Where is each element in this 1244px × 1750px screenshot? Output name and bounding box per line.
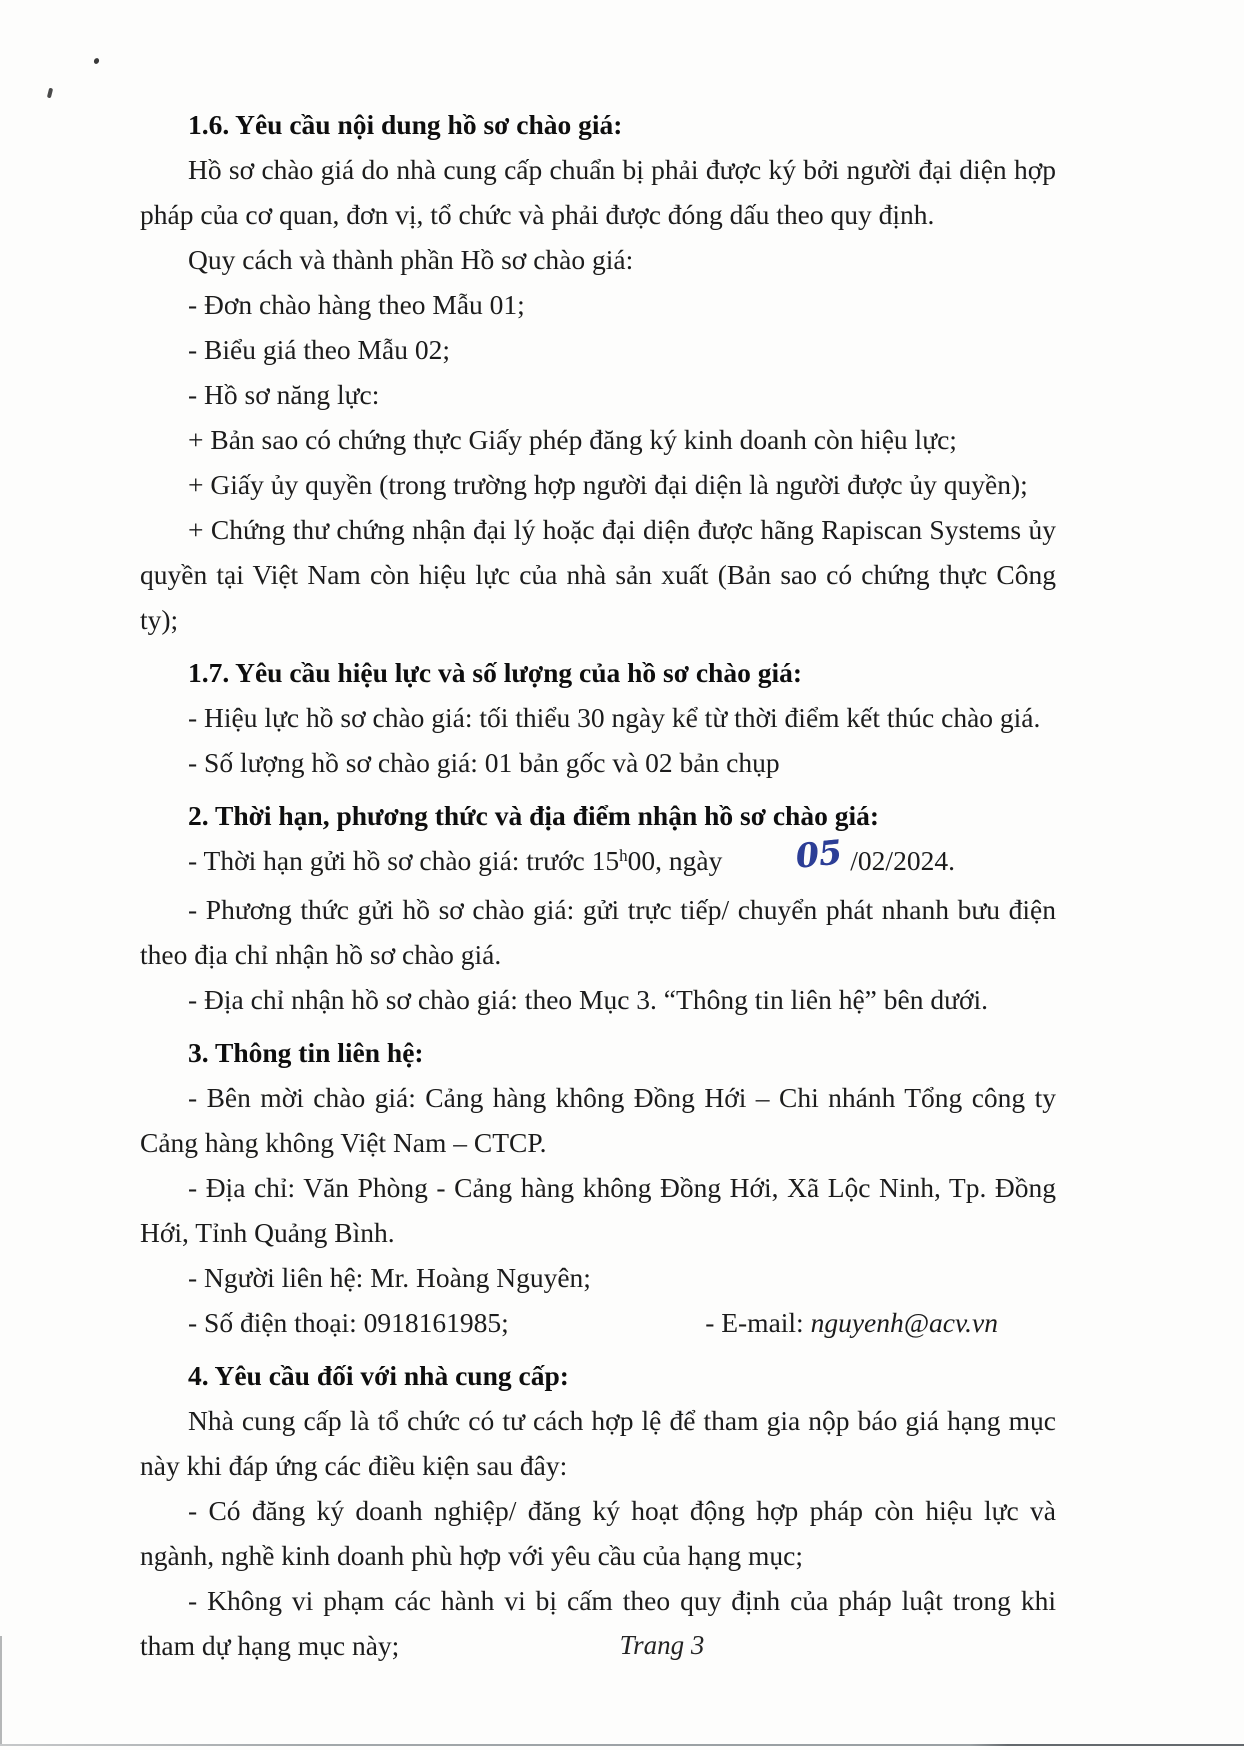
heading-1-7: 1.7. Yêu cầu hiệu lực và số lượng của hồ sơ chào giá: [188, 657, 803, 688]
ink-speck [47, 88, 53, 99]
heading-2: 2. Thời hạn, phương thức và địa điểm nhận hồ sơ chào giá: [188, 800, 880, 831]
deadline-prefix: - Thời hạn gửi hồ sơ chào giá: trước 15 [188, 845, 620, 876]
para-chung-thu-rapiscan: + Chứng thư chứng nhận đại lý hoặc đại diện được hãng Rapiscan Systems ủy quyền tại Việt Nam còn hiệu lực của nhà sản xuất (Bản sao có chứng thực Công ty); [140, 514, 1056, 635]
item-dia-chi-nhan: - Địa chỉ nhận hồ sơ chào giá: theo Mục 3. “Thông tin liên hệ” bên dưới. [188, 984, 989, 1015]
item-so-luong: - Số lượng hồ sơ chào giá: 01 bản gốc và 02 bản chụp [188, 747, 780, 778]
item-giay-uy-quyen: + Giấy ủy quyền (trong trường hợp người đại diện là người được ủy quyền); [188, 469, 1028, 500]
line-quy-cach: Quy cách và thành phần Hồ sơ chào giá: [188, 244, 634, 275]
item-ho-so-nang-luc: - Hồ sơ năng lực: [188, 379, 380, 410]
contact-row [140, 1300, 1056, 1345]
scan-edge-left [0, 1636, 2, 1746]
heading-4: 4. Yêu cầu đối với nhà cung cấp: [188, 1360, 569, 1391]
para-ben-moi-chao-gia: - Bên mời chào giá: Cảng hàng không Đồng Hới – Chi nhánh Tổng công ty Cảng hàng không Việt Nam – CTCP. [140, 1082, 1056, 1158]
para-nha-cung-cap: Nhà cung cấp là tổ chức có tư cách hợp lệ để tham gia nộp báo giá hạng mục này khi đáp ứng các điều kiện sau đây: [140, 1405, 1056, 1481]
item-bieu-gia: - Biểu giá theo Mẫu 02; [188, 334, 450, 365]
heading-3: 3. Thông tin liên hệ: [188, 1037, 424, 1068]
deadline-line [140, 832, 1056, 887]
deadline-mid: 00, ngày [627, 845, 723, 876]
para-ho-so-chao-gia: Hồ sơ chào giá do nhà cung cấp chuẩn bị phải được ký bởi người đại diện hợp pháp của cơ quan, đơn vị, tổ chức và phải được đóng dấu theo quy định. [140, 154, 1056, 230]
item-nguoi-lien-he: - Người liên hệ: Mr. Hoàng Nguyên; [188, 1262, 591, 1293]
hour-superscript: h [619, 846, 628, 866]
email-label: - E-mail: [705, 1307, 811, 1338]
email-block [705, 1300, 998, 1345]
page-footer: Trang 3 [619, 1630, 705, 1660]
para-dia-chi: - Địa chỉ: Văn Phòng - Cảng hàng không Đồng Hới, Xã Lộc Ninh, Tp. Đồng Hới, Tỉnh Quảng Bình. [140, 1172, 1056, 1248]
para-khong-vi-pham: - Không vi phạm các hành vi bị cấm theo quy định của pháp luật trong khi tham dự hạng mục này; [140, 1585, 1056, 1661]
scan-edge-line [0, 1744, 1244, 1746]
document-body [140, 102, 1056, 1668]
heading-1-6: 1.6. Yêu cầu nội dung hồ sơ chào giá: [188, 109, 623, 140]
email-address: nguyenh@acv.vn [810, 1307, 998, 1338]
item-hieu-luc: - Hiệu lực hồ sơ chào giá: tối thiểu 30 ngày kể từ thời điểm kết thúc chào giá. [188, 702, 1041, 733]
item-don-chao-hang: - Đơn chào hàng theo Mẫu 01; [188, 289, 525, 320]
handwritten-day: 05 [794, 832, 844, 876]
deadline-suffix: /02/2024. [850, 845, 955, 876]
phone-number: - Số điện thoại: 0918161985; [188, 1307, 509, 1338]
item-ban-sao-chung-thuc: + Bản sao có chứng thực Giấy phép đăng ký kinh doanh còn hiệu lực; [188, 424, 957, 455]
para-dang-ky-doanh-nghiep: - Có đăng ký doanh nghiệp/ đăng ký hoạt động hợp pháp còn hiệu lực và ngành, nghề kinh doanh phù hợp với yêu cầu của hạng mục; [140, 1495, 1056, 1571]
ink-speck [93, 57, 100, 65]
para-phuong-thuc-gui: - Phương thức gửi hồ sơ chào giá: gửi trực tiếp/ chuyển phát nhanh bưu điện theo địa chỉ nhận hồ sơ chào giá. [140, 894, 1056, 970]
